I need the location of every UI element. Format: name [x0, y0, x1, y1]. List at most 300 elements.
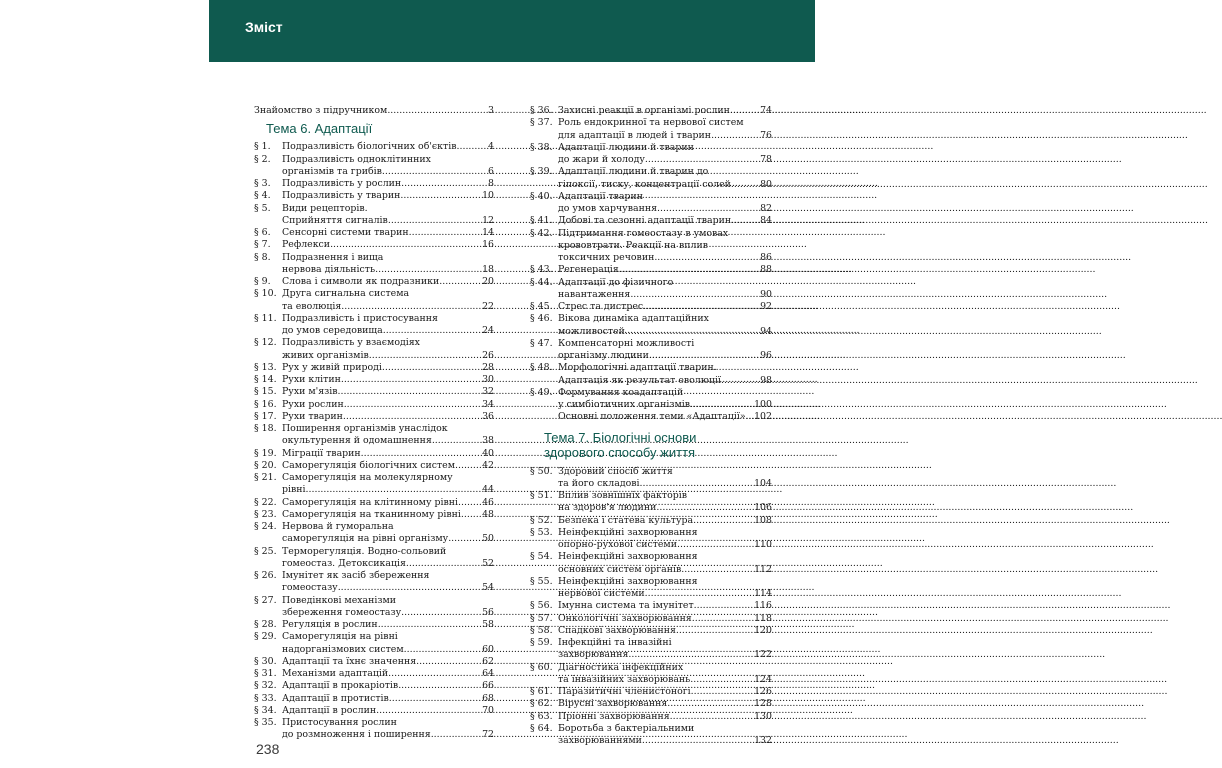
dot-leader — [625, 326, 759, 338]
toc-entry-title: Вікова динаміка адаптаційних — [558, 313, 709, 325]
toc-entry-title: Рухи м'язів — [282, 386, 338, 398]
toc-entry-title: Подразливість у тварин — [282, 190, 401, 202]
dot-leader — [416, 656, 481, 668]
toc-entry[interactable] — [530, 142, 772, 167]
toc-entry-number: § 41. — [530, 215, 553, 227]
toc-entry-page: 34 — [482, 398, 494, 410]
toc-entry-number: § 44. — [530, 276, 553, 288]
dot-leader — [401, 607, 481, 619]
toc-entry[interactable] — [254, 276, 494, 288]
toc-entry-title: Адаптації людини й тварин до — [558, 166, 709, 178]
toc-entry[interactable] — [254, 411, 494, 423]
dot-leader — [667, 698, 753, 710]
toc-entry-page: 4 — [488, 141, 494, 153]
toc-entry[interactable] — [530, 338, 772, 363]
toc-entry-title: Подразливість біологічних об'єктів — [282, 141, 457, 153]
toc-entry-number: § 21. — [254, 472, 277, 483]
toc-entry[interactable] — [530, 411, 772, 423]
toc-entry-number: § 55. — [530, 575, 553, 587]
toc-entry-page: 52 — [482, 557, 494, 569]
toc-entry[interactable] — [530, 228, 772, 265]
toc-entry-number: § 27. — [254, 594, 277, 606]
dot-leader — [388, 215, 481, 227]
toc-entry-number: § 8. — [254, 251, 271, 263]
toc-list-theme-6 — [254, 141, 494, 741]
toc-entry-title: збереження гомеостазу — [282, 606, 402, 618]
toc-entry-page: 44 — [482, 484, 494, 496]
dot-leader — [389, 693, 481, 705]
toc-entry-number: § 18. — [254, 423, 277, 434]
toc-entry-title: Онкологічні захворювання — [558, 612, 692, 624]
toc-entry-number: § 2. — [254, 153, 271, 165]
toc-entry-title: Діагностика інфекційних — [558, 661, 684, 673]
dot-leader — [306, 484, 482, 496]
toc-entry-title: Саморегуляція на тканинному рівні — [282, 508, 461, 520]
toc-entry-title: Адаптації людини й тварин — [558, 141, 694, 153]
toc-list-theme-7 — [530, 466, 772, 748]
toc-entry-page: 68 — [482, 692, 494, 704]
toc-entry-title: окультурення й одомашнення — [282, 435, 432, 447]
toc-entry[interactable] — [530, 625, 772, 637]
toc-entry-page: 108 — [754, 514, 772, 526]
toc-entry-title: Нервова й гуморальна — [282, 521, 394, 532]
toc-entry-title: Боротьба з бактеріальними — [558, 722, 695, 734]
toc-entry[interactable] — [254, 631, 494, 656]
toc-entry-title: Подразливість у рослин — [282, 178, 402, 189]
toc-entry-page: 100 — [754, 399, 772, 410]
toc-entry-title: Інфекційні та інвазійні — [558, 637, 672, 648]
toc-entry[interactable] — [254, 423, 494, 448]
toc-entry[interactable] — [530, 166, 772, 191]
dot-leader — [731, 215, 759, 227]
toc-entry-number: § 51. — [530, 490, 553, 501]
dot-leader — [338, 582, 481, 594]
toc-entry[interactable] — [254, 288, 494, 313]
toc-entry-title: до умов харчування — [558, 203, 657, 214]
toc-entry-title: Формування коадаптацій — [558, 386, 684, 398]
toc-entry[interactable] — [530, 698, 772, 710]
toc-entry-title: саморегуляція на рівні організму — [282, 533, 449, 545]
toc-entry[interactable] — [530, 613, 772, 625]
toc-entry[interactable] — [254, 313, 494, 338]
toc-entry-title: Рухи рослин — [282, 398, 344, 410]
dot-leader — [338, 386, 482, 398]
toc-entry[interactable] — [530, 105, 772, 117]
toc-entry[interactable] — [530, 362, 772, 387]
toc-entry[interactable] — [254, 154, 494, 179]
toc-entry-number: § 19. — [254, 447, 277, 459]
toc-entry-number: § 1. — [254, 141, 271, 153]
toc-entry-page: 80 — [760, 178, 772, 190]
toc-entry-number: § 16. — [254, 398, 277, 410]
toc-entry-number: § 50. — [530, 465, 553, 477]
toc-entry-page: 8 — [488, 178, 494, 189]
toc-entry-page: 70 — [482, 704, 494, 716]
toc-entry-number: § 43. — [530, 264, 553, 276]
toc-entry-page: 48 — [482, 508, 494, 520]
toc-entry-page: 112 — [754, 563, 772, 575]
dot-leader — [693, 515, 753, 527]
toc-entry-number: § 35. — [254, 717, 277, 728]
toc-entry-number: § 26. — [254, 570, 277, 581]
toc-entry-title: Рухи клітин — [282, 374, 341, 385]
dot-leader — [378, 619, 481, 631]
toc-entry[interactable] — [254, 656, 494, 668]
toc-entry-title: Спадкові захворювання — [558, 624, 676, 636]
dot-leader — [455, 460, 481, 472]
toc-entry-page: 126 — [754, 686, 772, 697]
toc-entry-number: § 29. — [254, 631, 277, 643]
toc-entry[interactable] — [254, 521, 494, 546]
toc-entry-title: Стрес та дистрес — [558, 301, 644, 312]
toc-entry-title: можливостей — [558, 325, 625, 337]
dot-leader — [375, 264, 481, 276]
toc-entry-intro[interactable] — [254, 105, 494, 117]
toc-entry-title: Подразнення і вища — [282, 251, 384, 263]
toc-entry-title: Адаптації в рослин — [282, 704, 377, 716]
dot-leader — [721, 375, 759, 387]
dot-leader — [690, 399, 753, 411]
dot-leader — [730, 105, 759, 117]
toc-entry-number: § 7. — [254, 239, 271, 251]
toc-entry-title: Основні положення теми «Адаптації» — [558, 411, 746, 423]
toc-entry-title: Терморегуляція. Водно-сольовий — [282, 545, 447, 557]
toc-entry-title: Компенсаторні можливості — [558, 337, 695, 349]
dot-leader — [369, 350, 481, 362]
dot-leader — [341, 374, 481, 386]
toc-entry-page: 58 — [482, 619, 494, 630]
toc-column-left — [254, 105, 494, 742]
toc-entry-page: 30 — [482, 374, 494, 385]
toc-entry-number: § 54. — [530, 551, 553, 563]
dot-leader — [341, 301, 481, 313]
toc-entry[interactable] — [530, 387, 772, 412]
toc-entry-page: 28 — [482, 361, 494, 373]
toc-entry-title: Регуляція в рослин — [282, 619, 378, 630]
toc-entry-page: 26 — [482, 349, 494, 361]
toc-entry-page: 116 — [754, 600, 772, 612]
toc-entry-number: § 9. — [254, 276, 271, 287]
dot-leader — [711, 130, 759, 142]
theme-7-heading-line: Тема 7. Біологічні основи — [544, 429, 697, 445]
dot-leader — [398, 680, 481, 692]
theme-6-heading: Тема 6. Адаптації — [266, 121, 373, 137]
toc-entry-title: Друга сигнальна система — [282, 288, 410, 300]
toc-entry-page: 12 — [482, 214, 494, 226]
dot-leader — [330, 239, 481, 251]
toc-entry-title: Регенерація — [558, 264, 619, 276]
toc-entry-title: Подразливість одноклітинних — [282, 153, 431, 165]
toc-entry-page: 40 — [482, 447, 494, 459]
toc-entry-page: 14 — [482, 227, 494, 238]
toc-entry-number: § 10. — [254, 288, 277, 300]
toc-entry-number: § 52. — [530, 514, 553, 526]
toc-entry-title: Сприйняття сигналів — [282, 214, 388, 226]
toc-entry[interactable] — [254, 705, 494, 717]
toc-entry-number: § 31. — [254, 668, 277, 679]
toc-entry-number: § 14. — [254, 374, 277, 385]
toc-entry-title: організмів та грибів — [282, 165, 382, 177]
toc-entry-number: § 4. — [254, 190, 271, 202]
toc-entry-page: 96 — [760, 350, 772, 361]
toc-entry[interactable] — [254, 472, 494, 497]
dot-leader — [657, 203, 759, 215]
toc-entry-number: § 59. — [530, 637, 553, 648]
toc-entry[interactable] — [254, 337, 494, 362]
toc-entry-page: 66 — [482, 680, 494, 692]
toc-entry-number: § 5. — [254, 202, 271, 214]
toc-entry-title: Подразливість і пристосування — [282, 312, 438, 324]
dot-leader — [630, 289, 759, 301]
toc-entry-page: 56 — [482, 606, 494, 618]
toc-entry-number: § 46. — [530, 313, 553, 325]
dot-leader — [640, 478, 754, 490]
toc-entry-title: Неінфекційні захворювання — [558, 575, 698, 587]
toc-entry-title: Адаптації та їхнє значення — [282, 655, 417, 667]
dot-leader — [656, 502, 753, 514]
toc-entry-number: § 11. — [254, 312, 277, 324]
dot-leader — [746, 411, 753, 423]
toc-entry-page: 82 — [760, 203, 772, 214]
toc-entry-title: Паразитичні членистоногі — [558, 686, 691, 697]
toc-entry[interactable] — [530, 637, 772, 662]
toc-entry-number: § 53. — [530, 526, 553, 538]
toc-entry-page: 60 — [482, 643, 494, 655]
toc-entry-page: 84 — [760, 215, 772, 227]
toc-entry[interactable] — [530, 551, 772, 576]
toc-entry-title: Саморегуляція на рівні — [282, 631, 398, 643]
dot-leader — [681, 564, 753, 576]
dot-leader — [619, 264, 759, 276]
toc-entry-number: § 40. — [530, 190, 553, 202]
dot-leader — [649, 350, 759, 362]
toc-entry[interactable] — [254, 227, 494, 239]
toc-entry[interactable] — [254, 374, 494, 386]
dot-leader — [676, 625, 753, 637]
toc-entry-page: 18 — [482, 263, 494, 275]
dot-leader — [382, 362, 481, 374]
toc-entry-title: нервова діяльність — [282, 263, 376, 275]
toc-entry-page: 104 — [754, 477, 772, 489]
toc-entry-title: Сенсорні системи тварин — [282, 227, 409, 238]
toc-entry[interactable] — [254, 693, 494, 705]
toc-entry-title: Безпека і статева культура — [558, 514, 694, 526]
toc-entry[interactable] — [254, 178, 494, 190]
toc-entry[interactable] — [254, 252, 494, 277]
toc-entry-title: Рухи тварин — [282, 410, 343, 422]
toc-entry-number: § 63. — [530, 710, 553, 722]
toc-entry-number: § 33. — [254, 692, 277, 704]
toc-entry-number: § 32. — [254, 680, 277, 692]
toc-entry-number: § 3. — [254, 178, 271, 189]
toc-entry-title: для адаптації в людей і тварин — [558, 129, 712, 141]
toc-entry-title: Адаптації в прокаріотів — [282, 680, 399, 692]
toc-entry[interactable] — [254, 570, 494, 595]
toc-entry[interactable] — [530, 686, 772, 698]
toc-entry-number: § 61. — [530, 686, 553, 697]
toc-entry-page: 122 — [754, 649, 772, 661]
toc-entry-number: § 25. — [254, 545, 277, 557]
toc-entry[interactable] — [254, 448, 494, 460]
toc-entry-number: § 6. — [254, 227, 271, 238]
toc-entry[interactable] — [254, 717, 494, 742]
toc-entry-title: основних систем органів — [558, 563, 682, 575]
toc-entry[interactable] — [530, 662, 772, 687]
toc-entry-title: навантаження — [558, 288, 631, 300]
toc-entry-page: 54 — [482, 582, 494, 594]
toc-entry-page: 106 — [754, 502, 772, 514]
toc-entry[interactable] — [530, 264, 772, 276]
toc-entry-page: 128 — [754, 698, 772, 710]
dot-leader — [432, 435, 481, 447]
dot-leader — [406, 558, 481, 570]
dot-leader — [388, 668, 481, 680]
toc-entry-page: 16 — [482, 239, 494, 251]
toc-entry-title: живих організмів — [282, 349, 369, 361]
toc-entry[interactable] — [530, 711, 772, 723]
toc-entry[interactable] — [530, 466, 772, 491]
toc-entry-page: 124 — [754, 673, 772, 685]
dot-leader — [409, 227, 481, 239]
toc-entry-title: нервової системи — [558, 588, 645, 599]
toc-entry[interactable] — [254, 399, 494, 411]
toc-entry[interactable] — [254, 460, 494, 472]
dot-leader — [677, 539, 753, 551]
toc-entry[interactable] — [254, 619, 494, 631]
toc-entry-title: Адаптації до фізичного — [558, 276, 674, 288]
toc-entry[interactable] — [530, 490, 772, 515]
toc-entry-number: § 38. — [530, 141, 553, 153]
toc-entry-title: Саморегуляція на клітинному рівні — [282, 496, 458, 508]
toc-entry[interactable] — [254, 509, 494, 521]
dot-leader — [431, 729, 481, 741]
toc-entry[interactable] — [254, 362, 494, 374]
dot-leader — [439, 276, 481, 288]
toc-entry-title: Неінфекційні захворювання — [558, 526, 698, 538]
dot-leader — [643, 301, 759, 313]
toc-entry-page: 38 — [482, 435, 494, 447]
toc-entry[interactable] — [254, 203, 494, 228]
toc-entry[interactable] — [254, 668, 494, 680]
dot-leader — [692, 613, 753, 625]
toc-entry[interactable] — [254, 680, 494, 692]
toc-entry-title: захворюваннями — [558, 735, 642, 746]
toc-entry[interactable] — [530, 600, 772, 612]
toc-entry[interactable] — [530, 527, 772, 552]
toc-entry-page: 110 — [754, 539, 772, 550]
toc-entry-title: Подразливість у взаємодіях — [282, 337, 420, 349]
toc-entry-page: 74 — [760, 105, 772, 116]
toc-entry-number: § 28. — [254, 619, 277, 630]
toc-entry[interactable] — [254, 386, 494, 398]
toc-entry-page: 78 — [760, 154, 772, 165]
toc-entry-number: § 60. — [530, 661, 553, 673]
toc-entry-title: Слова і символи як подразники — [282, 276, 440, 287]
toc-entry-page: 88 — [760, 264, 772, 276]
toc-entry[interactable] — [254, 141, 494, 153]
toc-entry[interactable] — [254, 595, 494, 620]
dot-leader — [654, 252, 759, 264]
toc-entry-number: § 22. — [254, 496, 277, 508]
dot-leader — [404, 644, 481, 656]
toc-entry-number: § 58. — [530, 624, 553, 636]
toc-entry[interactable] — [530, 117, 772, 142]
toc-entry-title: організму людини — [558, 350, 649, 361]
toc-entry-page: 62 — [482, 655, 494, 667]
dot-leader — [400, 190, 481, 202]
dot-leader — [343, 411, 481, 423]
toc-entry-title: Добові та сезонні адаптації тварин — [558, 215, 732, 227]
toc-entry-page: 20 — [482, 276, 494, 287]
toc-entry-title: Саморегуляція біологічних систем — [282, 459, 456, 471]
toc-entry-page: 98 — [760, 374, 772, 386]
toc-entry-title: Неінфекційні захворювання — [558, 551, 698, 563]
toc-entry[interactable] — [254, 239, 494, 251]
toc-entry[interactable] — [530, 301, 772, 313]
toc-entry-number: § 56. — [530, 600, 553, 612]
toc-entry-page: 92 — [760, 301, 772, 312]
toc-entry-number: § 42. — [530, 227, 553, 239]
toc-entry-number: § 47. — [530, 337, 553, 349]
toc-entry-page: 50 — [482, 533, 494, 545]
toc-entry[interactable] — [530, 277, 772, 302]
theme-7-heading — [544, 430, 772, 460]
toc-entry[interactable] — [530, 723, 772, 748]
toc-entry-page: 24 — [482, 325, 494, 336]
toc-entry-page: 120 — [754, 624, 772, 636]
toc-entry-page: 46 — [482, 496, 494, 508]
toc-entry-number: § 17. — [254, 410, 277, 422]
toc-entry-title: надорганізмових систем — [282, 643, 404, 655]
toc-entry-title: Саморегуляція на молекулярному — [282, 472, 453, 483]
toc-entry[interactable] — [530, 215, 772, 227]
toc-entry-page: 90 — [760, 288, 772, 300]
toc-entry[interactable] — [254, 190, 494, 202]
toc-entry-number: § 37. — [530, 117, 553, 129]
dot-leader — [458, 497, 481, 509]
toc-entry-title: у симбіотичних організмів — [558, 399, 691, 410]
toc-entry-page: 114 — [754, 588, 772, 599]
toc-entry-number: § 24. — [254, 521, 277, 532]
dot-leader — [376, 705, 481, 717]
toc-entry-number: § 34. — [254, 704, 277, 716]
toc-entry[interactable] — [530, 515, 772, 527]
toc-entry-title: гомеостаз. Детоксикація — [282, 557, 406, 569]
toc-entry[interactable] — [530, 191, 772, 216]
page-title: Зміст — [245, 19, 283, 35]
toc-entry-number: § 23. — [254, 508, 277, 520]
toc-entry-title: захворювання — [558, 649, 629, 661]
toc-entry-page: 22 — [482, 300, 494, 312]
toc-entry-title: Рефлекси — [282, 239, 331, 251]
toc-entry-title: Захисні реакції в організмі рослин — [558, 105, 730, 116]
toc-entry-title: Вплив зовнішніх факторів — [558, 490, 688, 501]
toc-entry[interactable] — [530, 576, 772, 601]
toc-entry-title: та інвазійних захворювань — [558, 673, 691, 685]
toc-entry[interactable] — [254, 546, 494, 571]
toc-entry-number: § 62. — [530, 698, 553, 710]
toc-entry-page: 6 — [488, 165, 494, 177]
toc-entry-title: Роль ендокринної та нервової систем — [558, 117, 744, 129]
dot-leader — [694, 600, 753, 612]
toc-entry[interactable] — [530, 313, 772, 338]
dot-leader — [628, 649, 753, 661]
toc-entry-title: до жари й холоду — [558, 154, 645, 165]
toc-entry-number: § 20. — [254, 459, 277, 471]
toc-entry[interactable] — [254, 497, 494, 509]
toc-entry-title: крововтрати. Реакції на вплив — [558, 239, 709, 251]
toc-entry-title: Імунна система та імунітет — [558, 600, 694, 612]
